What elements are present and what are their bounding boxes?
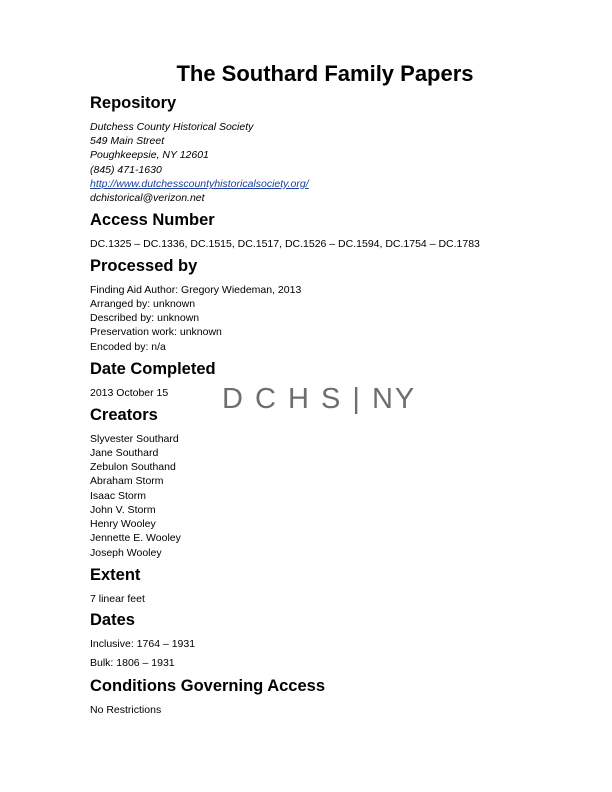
creator-name: John V. Storm [90, 504, 156, 516]
repository-street: 549 Main Street [90, 135, 165, 147]
repository-name: Dutchess County Historical Society [90, 121, 254, 133]
extent-value: 7 linear feet [90, 593, 145, 605]
repository-email: dchistorical@verizon.net [90, 192, 205, 204]
repository-heading: Repository [90, 94, 177, 112]
processed-by-line: Described by: unknown [90, 312, 200, 324]
processed-by-line: Arranged by: unknown [90, 298, 196, 310]
date-completed-heading: Date Completed [90, 360, 216, 378]
repository-phone: (845) 471-1630 [90, 164, 162, 176]
processed-by-line: Finding Aid Author: Gregory Wiedeman, 2013 [90, 284, 302, 296]
dates-bulk: Bulk: 1806 – 1931 [90, 657, 175, 669]
repository-website-link[interactable]: http://www.dutchesscountyhistoricalsociety.org/ [90, 178, 309, 190]
dates-inclusive: Inclusive: 1764 – 1931 [90, 638, 196, 650]
access-number-value: DC.1325 – DC.1336, DC.1515, DC.1517, DC.1526 – DC.1594, DC.1754 – DC.1783 [90, 238, 480, 250]
creator-name: Jennette E. Wooley [90, 532, 181, 544]
creator-name: Isaac Storm [90, 490, 147, 502]
access-number-heading: Access Number [90, 211, 215, 229]
processed-by-heading: Processed by [90, 257, 198, 275]
creator-name: Jane Southard [90, 447, 159, 459]
creators-heading: Creators [90, 406, 158, 424]
creator-name: Henry Wooley [90, 518, 156, 530]
processed-by-line: Encoded by: n/a [90, 341, 166, 353]
creator-name: Zebulon Southand [90, 461, 176, 473]
extent-heading: Extent [90, 566, 141, 584]
repository-city: Poughkeepsie, NY 12601 [90, 149, 209, 161]
processed-by-line: Preservation work: unknown [90, 326, 222, 338]
dates-heading: Dates [90, 611, 135, 629]
page-title: The Southard Family Papers [176, 61, 474, 86]
creator-name: Slyvester Southard [90, 433, 179, 445]
creator-name: Joseph Wooley [90, 547, 162, 559]
conditions-value: No Restrictions [90, 704, 162, 716]
conditions-heading: Conditions Governing Access [90, 677, 326, 695]
creator-name: Abraham Storm [90, 475, 164, 487]
date-completed-value: 2013 October 15 [90, 387, 169, 399]
dchs-watermark: D C H S | NY [222, 383, 417, 415]
